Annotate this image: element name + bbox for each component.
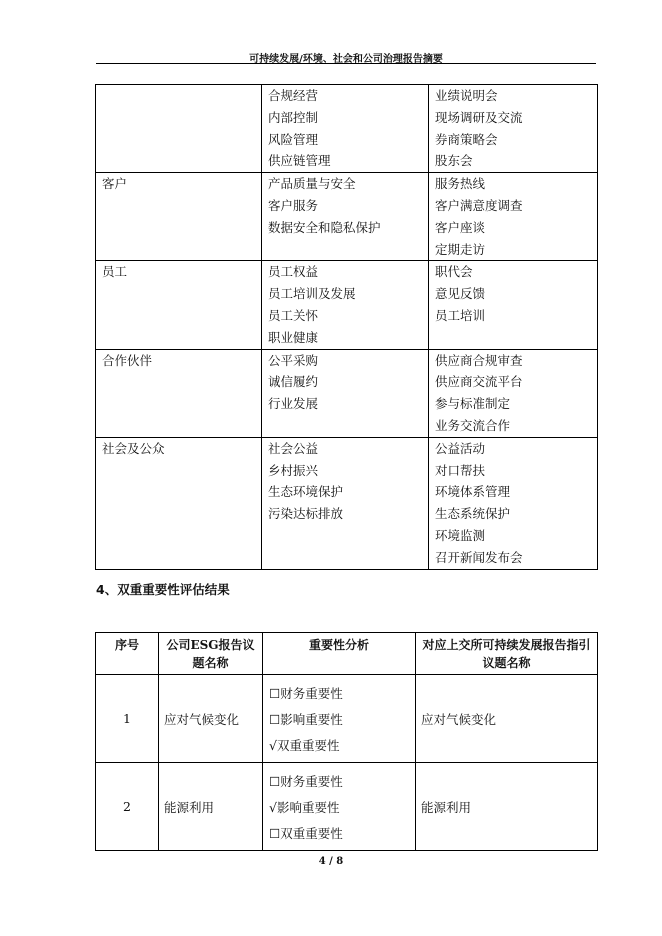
channel-item: 参与标准制定 [435, 396, 511, 412]
table-row [96, 261, 598, 349]
table-row [96, 85, 598, 173]
issue-item: 诚信履约 [268, 374, 319, 390]
issue-item: 产品质量与安全 [268, 176, 356, 192]
issue-item: 合规经营 [268, 88, 319, 103]
stakeholder-channels [429, 349, 598, 437]
table-header-row [96, 633, 598, 675]
table-row [96, 437, 598, 569]
table-row [96, 349, 598, 437]
page-header: 可持续发展/环境、社会和公司治理报告摘要 [249, 54, 443, 65]
sse-topic-name: 应对气候变化 [416, 675, 598, 763]
stakeholder-issues [262, 437, 429, 569]
issue-item: 公平采购 [268, 352, 319, 368]
stakeholder-group: 社会及公众 [96, 437, 262, 569]
channel-item: 业绩说明会 [435, 88, 498, 103]
channel-item: 意见反馈 [435, 286, 486, 302]
option-double: √双重重要性 [269, 738, 340, 753]
section-title: 4、双重重要性评估结果 [96, 582, 230, 597]
channel-item: 环境监测 [435, 527, 486, 543]
stakeholder-issues [262, 349, 429, 437]
topic-name: 能源利用 [159, 763, 263, 851]
channel-item: 供应商合规审查 [435, 352, 523, 368]
channel-item: 业务交流合作 [435, 417, 511, 433]
row-number: 1 [96, 675, 159, 763]
stakeholder-table [95, 84, 598, 570]
table-row [96, 763, 598, 851]
sse-topic-name: 能源利用 [416, 763, 598, 851]
issue-item: 员工培训及发展 [268, 286, 356, 302]
channel-item: 供应商交流平台 [435, 374, 523, 390]
stakeholder-channels [429, 173, 598, 261]
channel-item: 股东会 [435, 153, 473, 169]
option-double: ☐双重重要性 [269, 826, 343, 841]
issue-item: 内部控制 [268, 109, 319, 125]
issue-item: 风险管理 [268, 131, 319, 147]
channel-item: 召开新闻发布会 [435, 549, 523, 565]
column-header-no: 序号 [96, 633, 159, 675]
stakeholder-group [96, 85, 262, 173]
header-rule [96, 63, 596, 64]
option-impact: √影响重要性 [269, 800, 340, 815]
stakeholder-group: 合作伙伴 [96, 349, 262, 437]
channel-item: 生态系统保护 [435, 506, 511, 522]
issue-item: 行业发展 [268, 396, 319, 412]
stakeholder-issues [262, 85, 429, 173]
table-row [96, 173, 598, 261]
issue-item: 客户服务 [268, 197, 319, 213]
option-financial: ☐财务重要性 [269, 774, 343, 789]
table-row [96, 675, 598, 763]
issue-item: 生态环境保护 [268, 484, 344, 500]
issue-item: 污染达标排放 [268, 506, 344, 522]
column-header-analysis: 重要性分析 [263, 633, 416, 675]
channel-item: 客户座谈 [435, 219, 486, 235]
channel-item: 职代会 [435, 264, 473, 280]
channel-item: 环境体系管理 [435, 484, 511, 500]
channel-item: 券商策略会 [435, 131, 498, 147]
channel-item: 现场调研及交流 [435, 109, 523, 125]
channel-item: 服务热线 [435, 176, 486, 192]
channel-item: 员工培训 [435, 307, 486, 323]
issue-item: 数据安全和隐私保护 [268, 219, 381, 235]
stakeholder-group: 客户 [96, 173, 262, 261]
topic-name: 应对气候变化 [159, 675, 263, 763]
row-number: 2 [96, 763, 159, 851]
stakeholder-issues [262, 261, 429, 349]
stakeholder-channels [429, 261, 598, 349]
materiality-table [95, 632, 598, 851]
issue-item: 员工关怀 [268, 307, 319, 323]
issue-item: 供应链管理 [268, 153, 331, 169]
issue-item: 职业健康 [268, 329, 319, 345]
issue-item: 社会公益 [268, 440, 319, 456]
issue-item: 员工权益 [268, 264, 319, 280]
issue-item: 乡村振兴 [268, 462, 319, 478]
materiality-options [263, 675, 416, 763]
channel-item: 公益活动 [435, 440, 486, 456]
column-header-topic: 公司ESG报告议题名称 [159, 633, 263, 675]
channel-item: 定期走访 [435, 241, 486, 257]
option-financial: ☐财务重要性 [269, 686, 343, 701]
page-number: 4 / 8 [318, 856, 344, 867]
materiality-options [263, 763, 416, 851]
stakeholder-channels [429, 85, 598, 173]
column-header-sse-topic: 对应上交所可持续发展报告指引议题名称 [416, 633, 598, 675]
stakeholder-group: 员工 [96, 261, 262, 349]
stakeholder-channels [429, 437, 598, 569]
option-impact: ☐影响重要性 [269, 712, 343, 727]
channel-item: 对口帮扶 [435, 462, 486, 478]
channel-item: 客户满意度调查 [435, 197, 523, 213]
stakeholder-issues [262, 173, 429, 261]
